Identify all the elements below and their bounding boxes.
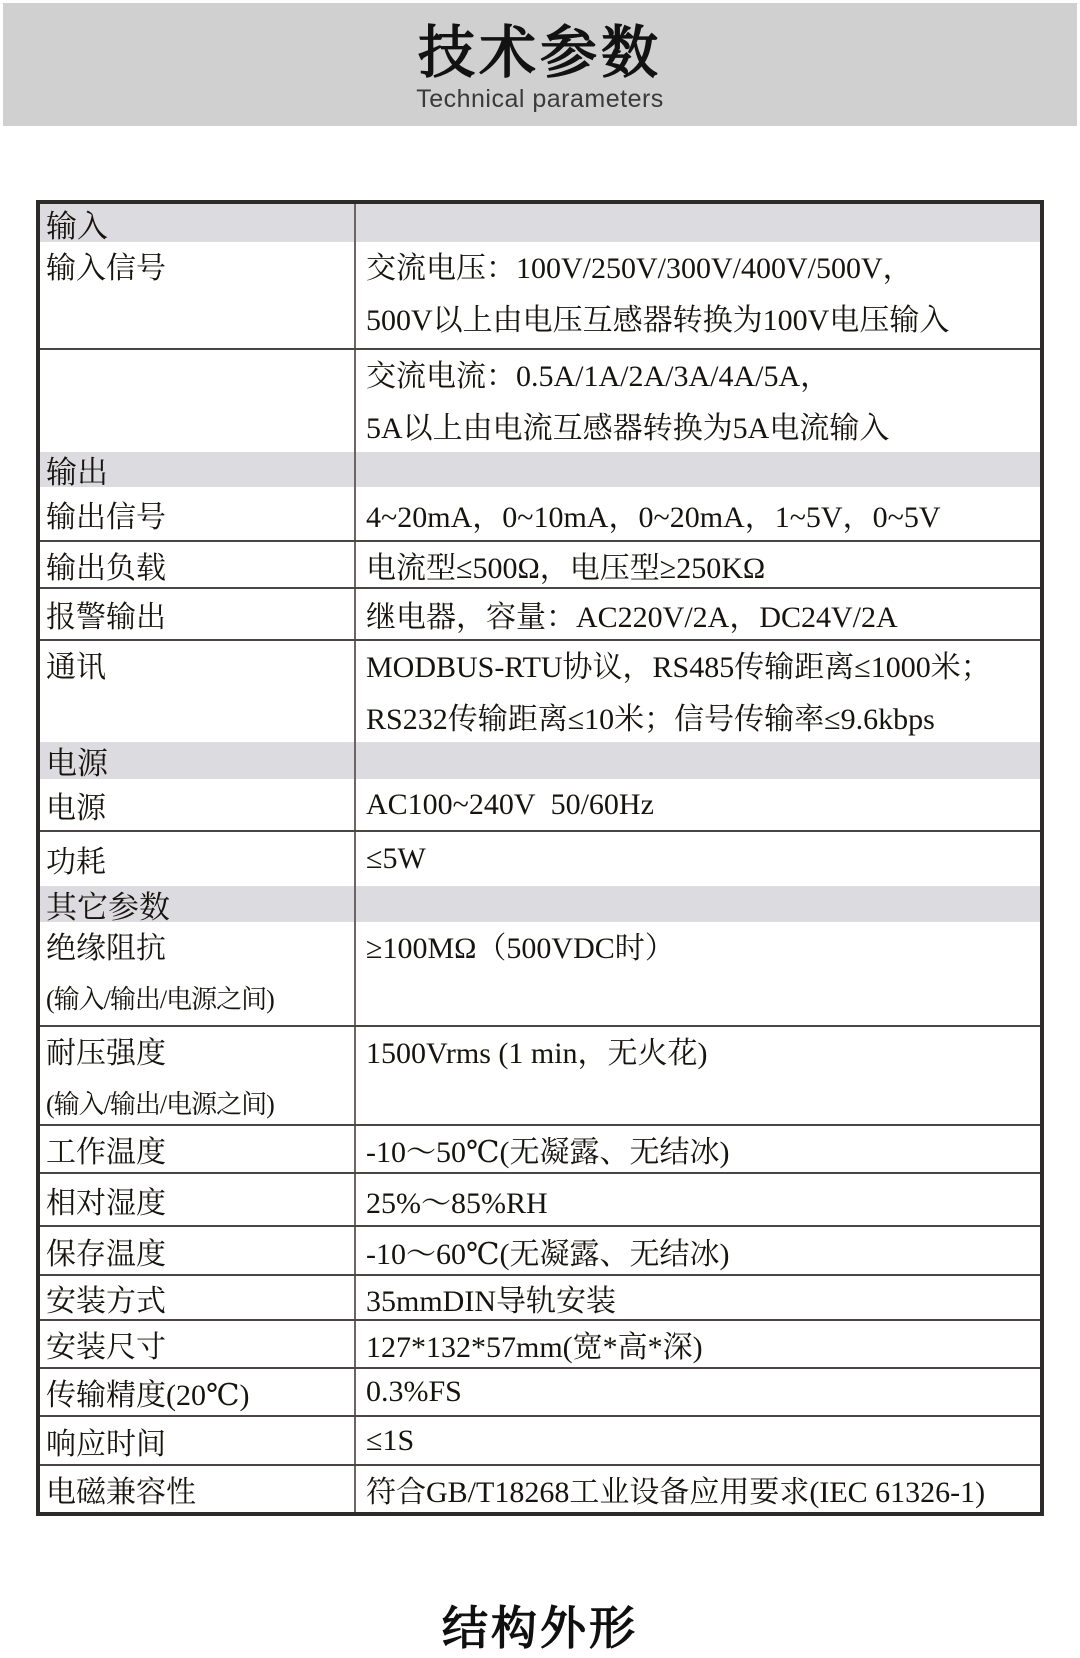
row-value: [356, 1466, 1040, 1512]
row-value: [356, 1417, 1040, 1464]
table-row-power-supply: [40, 779, 1040, 832]
table-row-insulation-resistance: [40, 922, 1040, 1027]
row-value: [356, 1174, 1040, 1225]
value-line: 继电器，容量：AC220V/2A，DC24V/2A: [366, 601, 898, 634]
value-line: 交流电压：100V/250V/300V/400V/500V，: [366, 252, 913, 285]
spec-table: [36, 200, 1044, 1516]
row-label: 工作温度: [40, 1126, 356, 1172]
row-label: 输入信号: [40, 242, 356, 348]
label-subline: (输入/输出/电源之间): [46, 1090, 274, 1119]
row-value: [356, 1027, 1040, 1124]
row-label: 电源: [40, 779, 356, 830]
row-label: 输出信号: [40, 487, 356, 540]
value-line: 500V以上由电压互感器转换为100V电压输入: [366, 304, 950, 337]
table-row-output-signal: [40, 487, 1040, 542]
structure-section-title: 结构外形: [442, 1602, 638, 1654]
row-label: [40, 350, 356, 452]
table-row-emc: [40, 1466, 1040, 1512]
table-row-section-output: [40, 452, 1040, 490]
row-label: 功耗: [40, 832, 356, 886]
table-row-section-input: [40, 204, 1040, 242]
table-row-operating-temperature: [40, 1126, 1040, 1174]
row-label: 报警输出: [40, 589, 356, 639]
row-value: [356, 922, 1040, 1025]
value-line: 1500Vrms (1 min，无火花): [366, 1037, 708, 1070]
row-label: 安装尺寸: [40, 1321, 356, 1367]
value-line: 35mmDIN导轨安装: [366, 1284, 616, 1318]
row-value: [356, 542, 1040, 587]
table-row-relative-humidity: [40, 1174, 1040, 1227]
row-value: [356, 487, 1040, 540]
label-line: 耐压强度: [46, 1037, 166, 1070]
value-line: 127*132*57mm(宽*高*深): [366, 1331, 703, 1364]
row-label: 保存温度: [40, 1227, 356, 1274]
value-line: 0.3%FS: [366, 1375, 462, 1408]
row-label: [40, 1027, 356, 1124]
table-row-alarm-output: [40, 589, 1040, 641]
value-line: 电流型≤500Ω，电压型≥250KΩ: [366, 551, 766, 585]
row-value: [356, 1369, 1040, 1415]
section-value-blank: [356, 886, 1040, 922]
value-line: -10～50℃(无凝露、无结冰): [366, 1136, 730, 1169]
row-value: [356, 350, 1040, 452]
page-subtitle: Technical parameters: [416, 85, 664, 113]
row-label: 响应时间: [40, 1417, 356, 1464]
row-value: [356, 242, 1040, 348]
table-row-withstand-voltage: [40, 1027, 1040, 1126]
table-row-input-signal: [40, 242, 1040, 350]
table-row-communication: [40, 641, 1040, 742]
row-label: 相对湿度: [40, 1174, 356, 1225]
label-subline: (输入/输出/电源之间): [46, 985, 274, 1014]
table-row-output-load: [40, 542, 1040, 589]
section-value-blank: [356, 204, 1040, 242]
table-row-response-time: [40, 1417, 1040, 1466]
value-line: 25%～85%RH: [366, 1186, 548, 1220]
row-value: [356, 1276, 1040, 1319]
table-row-section-other: [40, 886, 1040, 925]
table-row-transmission-accuracy: [40, 1369, 1040, 1417]
value-line: ≤5W: [366, 842, 426, 875]
page-title: 技术参数: [418, 21, 662, 85]
value-line: RS232传输距离≤10米；信号传输率≤9.6kbps: [366, 703, 935, 736]
value-line: 4~20mA，0~10mA，0~20mA，1~5V，0~5V: [366, 500, 941, 534]
table-row-mounting-method: [40, 1276, 1040, 1321]
value-line: ≤1S: [366, 1423, 415, 1457]
row-value: [356, 779, 1040, 830]
value-line: 交流电流：0.5A/1A/2A/3A/4A/5A，: [366, 360, 831, 393]
value-line: MODBUS-RTU协议，RS485传输距离≤1000米；: [366, 651, 991, 684]
row-value: [356, 1227, 1040, 1274]
value-line: -10～60℃(无凝露、无结冰): [366, 1237, 730, 1271]
section-label: 其它参数: [40, 886, 356, 922]
row-label: 传输精度(20℃): [40, 1369, 356, 1415]
section-label: 输出: [40, 452, 356, 487]
label-line: 绝缘阻抗: [46, 932, 166, 965]
row-value: [356, 1321, 1040, 1367]
row-value: [356, 641, 1040, 742]
table-row-input-signal-current: [40, 350, 1040, 452]
row-label: 安装方式: [40, 1276, 356, 1319]
table-row-storage-temperature: [40, 1227, 1040, 1276]
section-label: 电源: [40, 742, 356, 779]
value-line: ≥100MΩ（500VDC时）: [366, 932, 675, 965]
row-value: [356, 832, 1040, 886]
value-line: 5A以上由电流互感器转换为5A电流输入: [366, 412, 890, 445]
row-label: [40, 922, 356, 1025]
table-row-mounting-dimensions: [40, 1321, 1040, 1369]
value-line: 符合GB/T18268工业设备应用要求(IEC 61326-1): [366, 1476, 986, 1509]
section-value-blank: [356, 742, 1040, 779]
table-row-power-consumption: [40, 832, 1040, 886]
row-value: [356, 1126, 1040, 1172]
header-banner: [3, 3, 1077, 126]
row-label: 电磁兼容性: [40, 1466, 356, 1512]
row-value: [356, 589, 1040, 639]
section-value-blank: [356, 452, 1040, 487]
row-label: 通讯: [40, 641, 356, 742]
value-line: AC100~240V 50/60Hz: [366, 787, 654, 821]
section-label: 输入: [40, 204, 356, 242]
row-label: 输出负载: [40, 542, 356, 587]
table-row-section-power: [40, 742, 1040, 779]
